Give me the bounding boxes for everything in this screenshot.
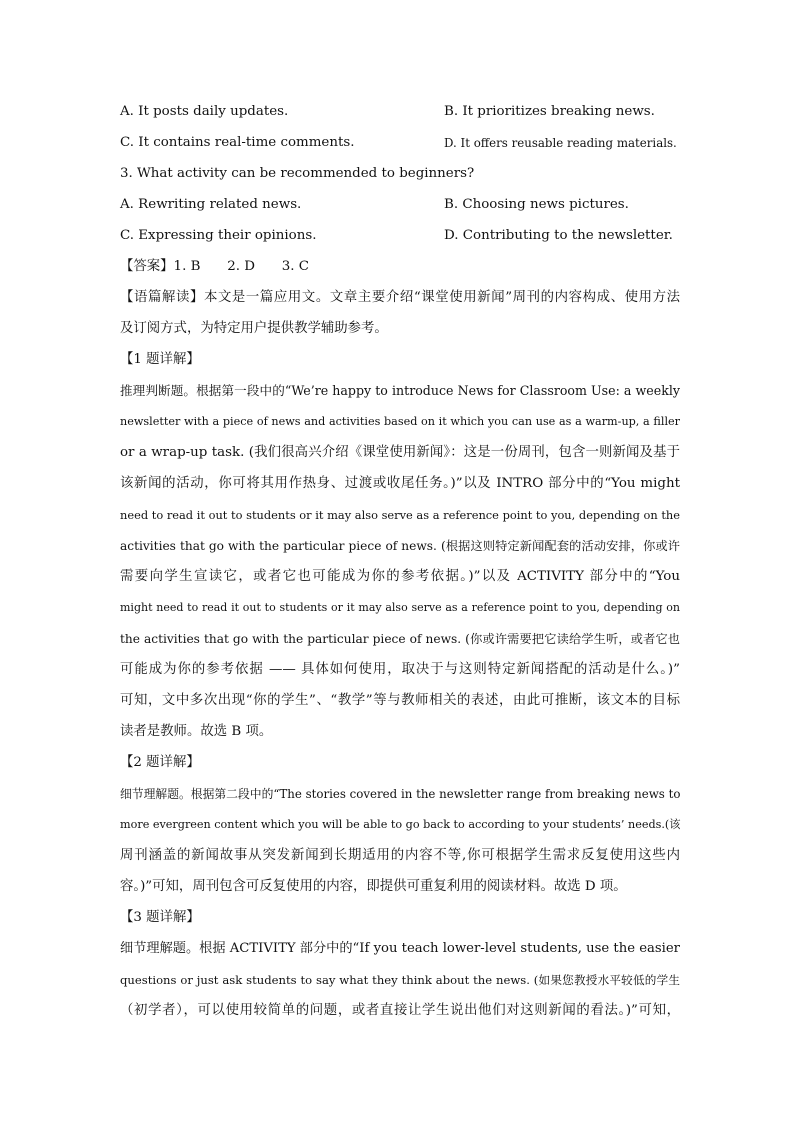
q2-heading: 【2 题详解】 [120, 755, 200, 770]
q3-options-row-1 [120, 195, 680, 215]
q1-line: 该新闻的活动，你可将其用作热身、过渡或收尾任务。)”以及 INTRO 部分中的“You might [120, 476, 680, 491]
q1-line: newsletter with a piece of news and activities based on it which you can use as a warm-up, a filler [120, 415, 680, 428]
analysis-line: 及订阅方式，为特定用户提供教学辅助参考。 [120, 321, 388, 336]
q3-option-a: A. Rewriting related news. [120, 197, 302, 212]
q1-line: 可知，文中多次出现“你的学生”、“教学”等与教师相关的表述，由此可推断，该文本的目标 [120, 693, 680, 708]
q2-line: 容。)”可知，周刊包含可反复使用的内容，即提供可重复利用的阅读材料。故选 D 项。 [120, 879, 627, 894]
q3-option-d: D. Contributing to the newsletter. [444, 228, 673, 243]
q2-option-d: D. It offers reusable reading materials. [444, 136, 677, 150]
analysis-line: 【语篇解读】本文是一篇应用文。文章主要介绍“课堂使用新闻”周刊的内容构成、使用方法 [120, 290, 680, 305]
q3-option-c: C. Expressing their opinions. [120, 228, 317, 243]
answer-key: 【答案】1. B 2. D 3. C [120, 259, 310, 274]
q2-options-row-1 [120, 102, 680, 122]
q1-line: need to read it out to students or it may also serve as a reference point to you, depending on the [120, 508, 680, 522]
q1-line: 推理判断题。根据第一段中的“We’re happy to introduce News for Classroom Use: a weekly [120, 383, 680, 398]
q3-stem: 3. What activity can be recommended to beginners? [120, 166, 475, 181]
q2-option-b: B. It prioritizes breaking news. [444, 104, 655, 119]
q1-line: 读者是教师。故选 B 项。 [120, 724, 273, 739]
q3-heading: 【3 题详解】 [120, 910, 200, 925]
q2-line: more evergreen content which you will be able to go back to according to your students’ needs.(该 [120, 818, 681, 831]
q3-line: questions or just ask students to say what they think about the news. (如果您教授水平较低的学生 [120, 973, 680, 987]
q1-line: 可能成为你的参考依据 —— 具体如何使用，取决于与这则特定新闻搭配的活动是什么。)” [120, 662, 680, 677]
q1-line: the activities that go with the particular piece of news. (你或许需要把它读给学生听，或者它也 [120, 632, 680, 646]
q2-line: 细节理解题。根据第二段中的“The stories covered in the newsletter range from breaking news to [120, 787, 681, 801]
q1-line: or a wrap-up task. (我们很高兴介绍《课堂使用新闻》：这是一份周刊，包含一则新闻及基于 [120, 445, 680, 460]
q2-option-c: C. It contains real-time comments. [120, 135, 355, 150]
q1-line: activities that go with the particular piece of news. (根据这则特定新闻配套的活动安排，你或许 [120, 539, 680, 553]
q3-options-row-2 [120, 226, 680, 246]
q1-line: might need to read it out to students or it may also serve as a reference point to you, depending on [120, 601, 680, 614]
q2-options-row-2 [120, 133, 680, 153]
q3-line: 细节理解题。根据 ACTIVITY 部分中的“If you teach lower-level students, use the easier [120, 941, 680, 956]
q3-line: （初学者），可以使用较简单的问题，或者直接让学生说出他们对这则新闻的看法。)”可知， [120, 1003, 680, 1018]
q2-option-a: A. It posts daily updates. [120, 104, 289, 119]
q2-line: 周刊涵盖的新闻故事从突发新闻到长期适用的内容不等,你可根据学生需求反复使用这些内 [120, 848, 680, 863]
q3-option-b: B. Choosing news pictures. [444, 197, 629, 212]
q1-line: 需要向学生宣读它，或者它也可能成为你的参考依据。)”以及 ACTIVITY 部分中的“You [120, 569, 680, 584]
q1-heading: 【1 题详解】 [120, 352, 200, 367]
